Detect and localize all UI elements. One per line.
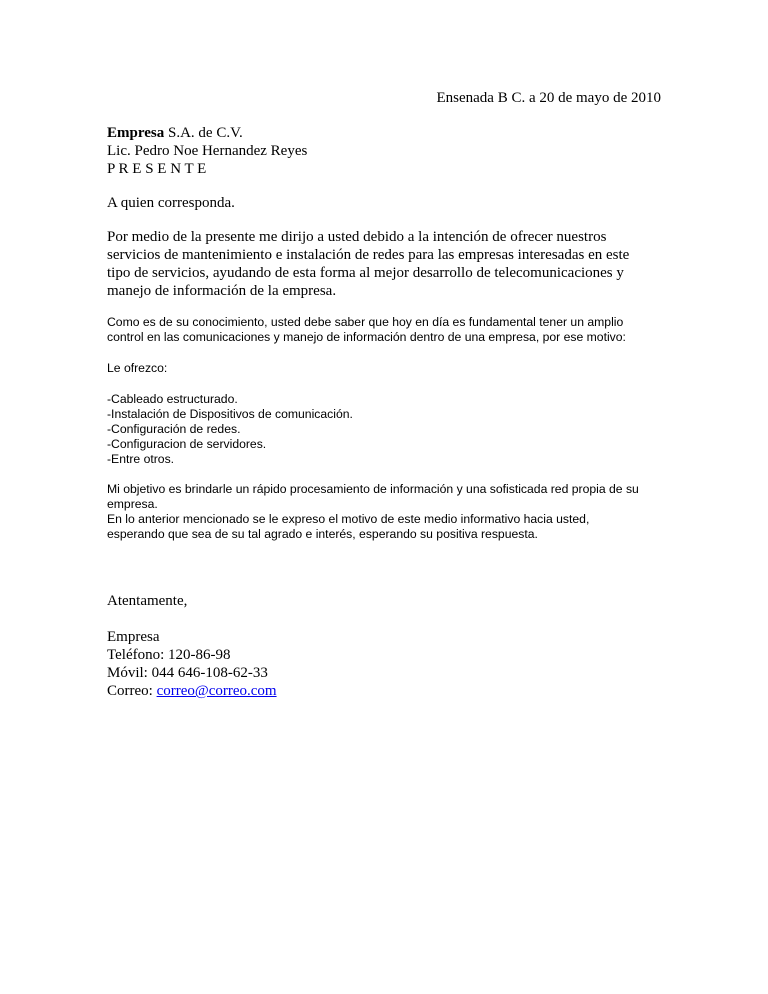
recipient-person: Lic. Pedro Noe Hernandez Reyes xyxy=(107,143,308,159)
intro-line: manejo de información de la empresa. xyxy=(107,283,337,299)
email-link[interactable]: correo@correo.com xyxy=(156,683,277,699)
closing: Atentamente, xyxy=(107,593,188,609)
offer-item: -Instalación de Dispositivos de comunicación. xyxy=(107,407,353,421)
recipient-company-line xyxy=(107,124,687,142)
signature-email-label: Correo: xyxy=(107,683,153,699)
offer-intro: Le ofrezco: xyxy=(107,361,168,375)
objective-line: empresa. xyxy=(107,497,158,511)
offer-item: -Entre otros. xyxy=(107,452,175,466)
objective-line: En lo anterior mencionado se le expreso el motivo de este medio informativo hacia usted, xyxy=(107,512,590,526)
intro-line: Por medio de la presente me dirijo a usted debido a la intención de ofrecer nuestros xyxy=(107,229,607,245)
offer-list xyxy=(107,392,687,467)
recipient-company-suffix: S.A. de C.V. xyxy=(167,125,243,141)
recipient-presente: P R E S E N T E xyxy=(107,161,207,177)
offer-item: -Configuración de redes. xyxy=(107,422,241,436)
offer-item: -Configuracion de servidores. xyxy=(107,437,267,451)
signature-mobile: Móvil: 044 646-108-62-33 xyxy=(107,665,268,681)
letter-date: Ensenada B C. a 20 de mayo de 2010 xyxy=(436,90,661,106)
intro-line: tipo de servicios, ayudando de esta forma al mejor desarrollo de telecomunicaciones y xyxy=(107,265,624,281)
intro-line: servicios de mantenimiento e instalación de redes para las empresas interesadas en este xyxy=(107,247,630,263)
intro-paragraph xyxy=(107,228,687,300)
recipient-block xyxy=(107,124,687,178)
offer-item: -Cableado estructurado. xyxy=(107,392,238,406)
recipient-company-name: Empresa xyxy=(107,125,165,141)
signature-name: Empresa xyxy=(107,629,160,645)
objective-line: esperando que sea de su tal agrado e interés, esperando su positiva respuesta. xyxy=(107,527,538,541)
signature-email-line xyxy=(107,682,687,700)
signature-block xyxy=(107,628,687,700)
signature-phone: Teléfono: 120-86-98 xyxy=(107,647,231,663)
objective-paragraph xyxy=(107,482,687,542)
knowledge-line: control en las comunicaciones y manejo de información dentro de una empresa, por ese motivo: xyxy=(107,330,626,344)
knowledge-paragraph xyxy=(107,315,687,345)
salutation: A quien corresponda. xyxy=(107,195,235,211)
knowledge-line: Como es de su conocimiento, usted debe saber que hoy en día es fundamental tener un amplio xyxy=(107,315,624,329)
objective-line: Mi objetivo es brindarle un rápido procesamiento de información y una sofisticada red propia de su xyxy=(107,482,639,496)
